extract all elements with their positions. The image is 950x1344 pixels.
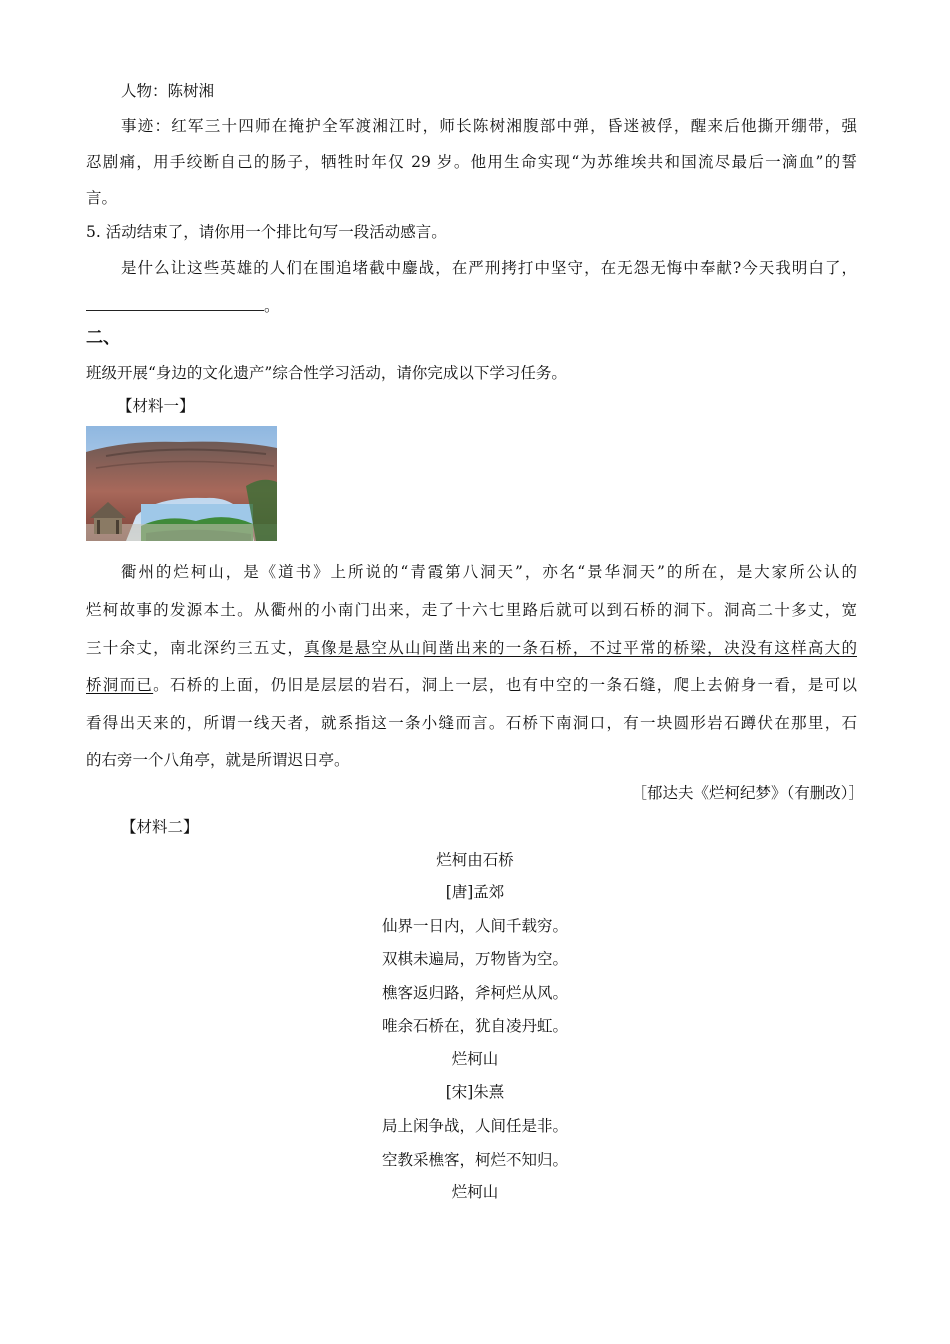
section-intro: 班级开展“身边的文化遗产”综合性学习活动，请你完成以下学习任务。	[86, 364, 567, 382]
para-line-4-plain: 。石桥的上面，仍旧是层层的岩石，洞上一层，也有中空的一条石缝，爬上去俯身一看，是可以	[153, 676, 857, 694]
deed-line-2: 忍剧痛，用手绞断自己的肠子，牺牲时年仅 29 岁。他用生命实现“为苏维埃共和国流尽最后一滴血”的誓	[86, 153, 857, 171]
underlined-sentence-part-2: 桥洞而已	[86, 676, 154, 694]
person-line: 人物：陈树湘	[121, 82, 215, 100]
material-1-para-line-1: 衢州的烂柯山，是《道书》上所说的“青霞第八洞天”，亦名“景华洞天”的所在，是大家所公认的	[121, 563, 857, 581]
question-5-lead: 是什么让这些英雄的人们在围追堵截中鏖战，在严刑拷打中坚守，在无怨无悔中奉献?今天我明白了，	[121, 259, 857, 277]
stone-bridge-image	[86, 426, 277, 541]
material-1-para-line-4	[86, 675, 857, 695]
material-1-label: 【材料一】	[117, 397, 195, 415]
poem-1-line-1: 仙界一日内，人间千载穷。	[381, 917, 568, 935]
poem-1-line-4: 唯余石桥在，犹自凌丹虹。	[381, 1017, 568, 1035]
rock-arch-photo	[86, 426, 277, 541]
material-2-label: 【材料二】	[121, 818, 199, 836]
poem-1-line-2: 双棋未遍局，万物皆为空。	[381, 950, 568, 968]
para-line-3-plain: 三十余丈，南北深约三五丈，	[86, 639, 305, 657]
poem-2-line-2: 空教采樵客，柯烂不知归。	[381, 1151, 568, 1169]
poem-2-title: 烂柯山	[451, 1050, 499, 1068]
material-1-para-line-5: 看得出天来的，所谓一线天者，就系指这一条小缝而言。石桥下南洞口，有一块圆形岩石蹲伏在那里，石	[86, 714, 857, 732]
section-heading: 二、	[86, 328, 120, 348]
material-1-para-line-6: 的右旁一个八角亭，就是所谓迟日亭。	[86, 751, 350, 769]
poem-1-title: 烂柯由石桥	[436, 851, 514, 869]
material-1-para-line-3	[86, 638, 857, 658]
answer-blank[interactable]	[86, 296, 264, 311]
deed-line-1: 事迹：红军三十四师在掩护全军渡湘江时，师长陈树湘腹部中弹，昏迷被俘，醒来后他撕开绷带，强	[121, 117, 857, 135]
poem-3-title: 烂柯山	[451, 1183, 499, 1201]
poem-2-line-1: 局上闲争战，人间任是非。	[381, 1117, 568, 1135]
material-1-para-line-2: 烂柯故事的发源本土。从衢州的小南门出来，走了十六七里路后就可以到石桥的洞下。洞高二十多丈，宽	[86, 601, 857, 619]
poem-1-line-3: 樵客返归路，斧柯烂从风。	[381, 984, 568, 1002]
answer-blank-tail: 。	[264, 297, 280, 315]
deed-line-3: 言。	[86, 189, 118, 207]
answer-blank-line[interactable]	[86, 296, 280, 316]
underlined-sentence-part-1: 真像是悬空从山间凿出来的一条石桥，不过平常的桥梁，决没有这样高大的	[304, 639, 857, 657]
question-5-prompt: 5. 活动结束了，请你用一个排比句写一段活动感言。	[86, 223, 447, 241]
poem-2-author: [宋]朱熹	[445, 1083, 505, 1101]
material-1-source: ［郁达夫《烂柯纪梦》（有删改）］	[631, 784, 864, 802]
poem-1-author: [唐]孟郊	[445, 883, 505, 901]
